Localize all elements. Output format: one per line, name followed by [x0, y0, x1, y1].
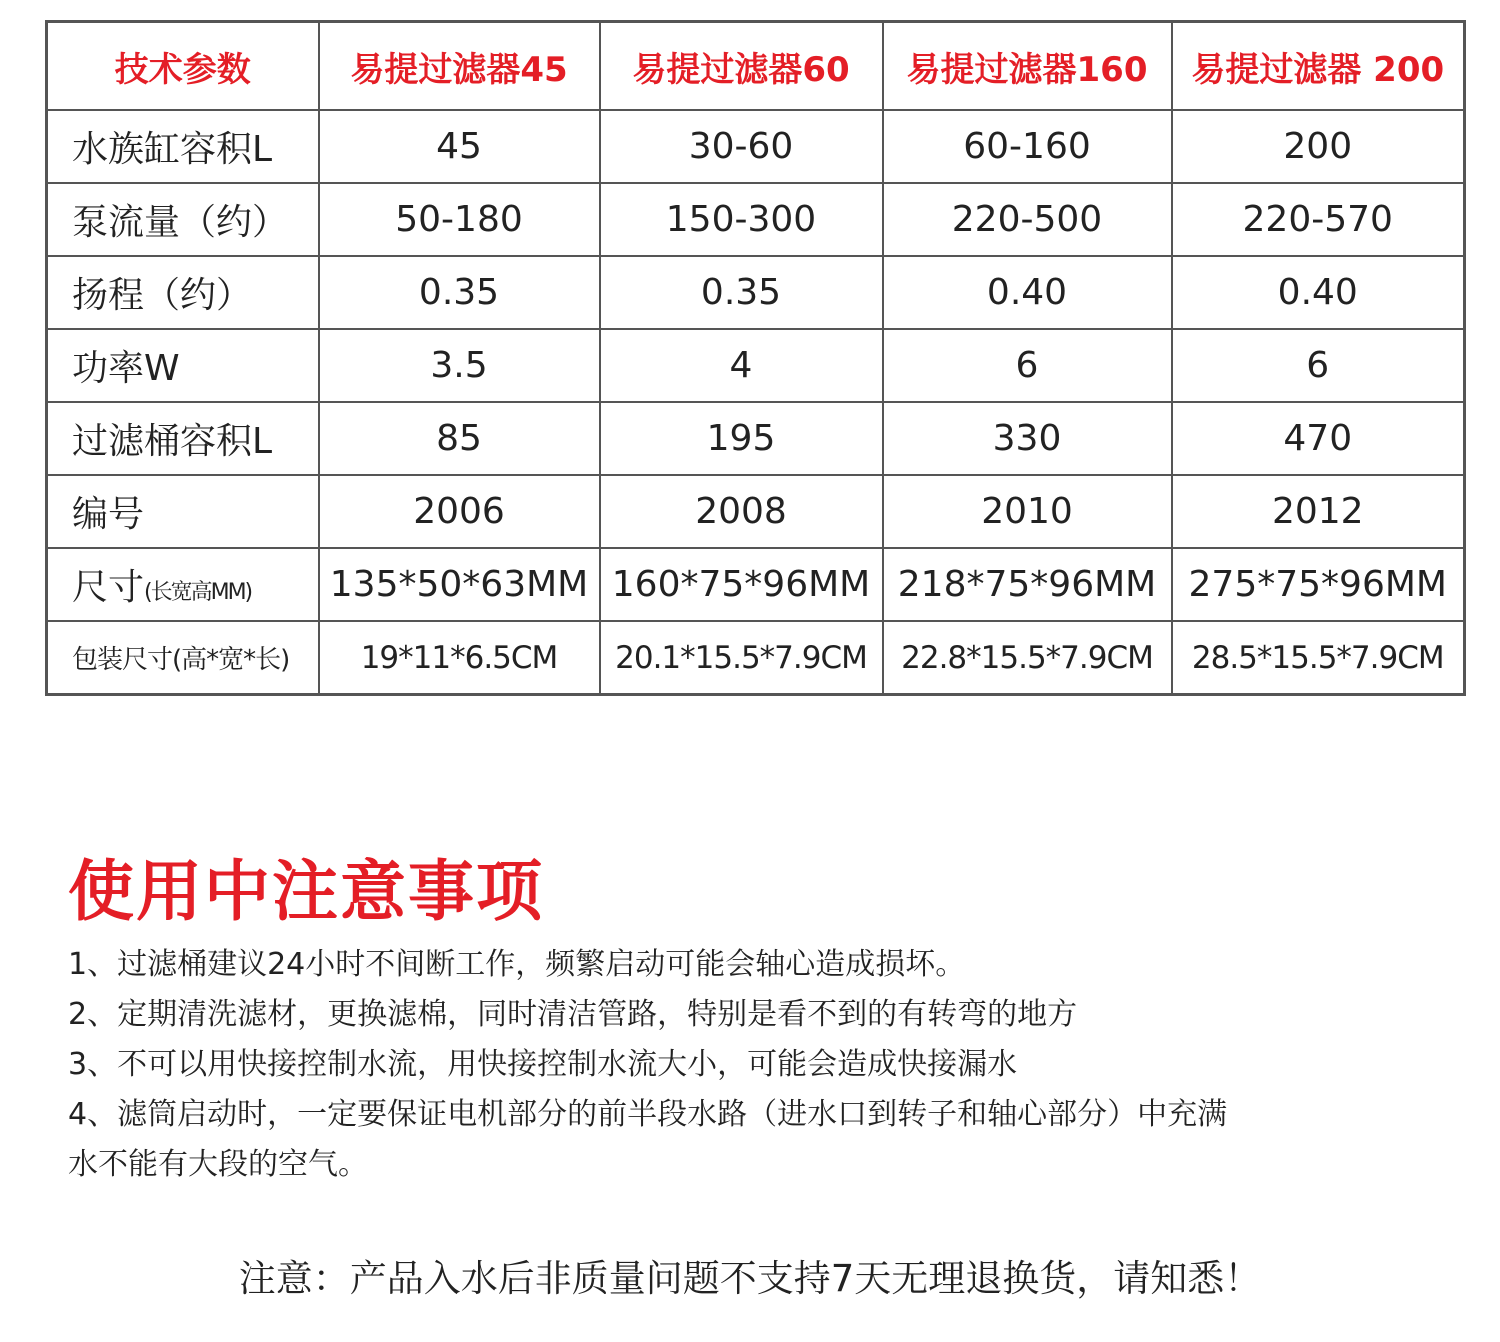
row-label-power: 功率W — [47, 329, 319, 402]
table-cell: 2010 — [883, 475, 1172, 548]
row-label-dimensions-suffix: (长宽高MM) — [144, 580, 252, 605]
table-cell: 0.35 — [600, 256, 883, 329]
notes-title: 使用中注意事项 — [68, 853, 544, 930]
header-cell-model-45: 易提过滤器45 — [319, 22, 600, 111]
table-cell: 2012 — [1172, 475, 1465, 548]
table-row — [47, 256, 1465, 329]
table-cell: 85 — [319, 402, 600, 475]
list-item: 4、滤筒启动时，一定要保证电机部分的前半段水路（进水口到转子和轴心部分）中充满水不能有大段的空气。 — [68, 1097, 1228, 1182]
row-label-package-size: 包装尺寸(高*宽*长) — [47, 621, 319, 695]
table-cell: 2006 — [319, 475, 600, 548]
table-cell: 220-570 — [1172, 183, 1465, 256]
notes-list — [68, 940, 1228, 1190]
table-row — [47, 110, 1465, 183]
header-cell-model-60: 易提过滤器60 — [600, 22, 883, 111]
table-cell: 218*75*96MM — [883, 548, 1172, 621]
row-label-dimensions — [47, 548, 319, 621]
list-item: 3、不可以用快接控制水流，用快接控制水流大小，可能会造成快接漏水 — [68, 1047, 1018, 1082]
table-cell: 0.35 — [319, 256, 600, 329]
table-cell: 470 — [1172, 402, 1465, 475]
list-item: 2、定期清洗滤材，更换滤棉，同时清洁管路，特别是看不到的有转弯的地方 — [68, 997, 1078, 1032]
table-row — [47, 329, 1465, 402]
table-cell: 2008 — [600, 475, 883, 548]
row-label-canister-volume: 过滤桶容积L — [47, 402, 319, 475]
table-cell: 195 — [600, 402, 883, 475]
table-cell: 0.40 — [883, 256, 1172, 329]
table-cell: 0.40 — [1172, 256, 1465, 329]
table-cell: 330 — [883, 402, 1172, 475]
footer-note: 注意：产品入水后非质量问题不支持7天无理退换货，请知悉！ — [238, 1257, 1262, 1300]
table-cell: 135*50*63MM — [319, 548, 600, 621]
table-cell: 160*75*96MM — [600, 548, 883, 621]
row-label-tank-volume: 水族缸容积L — [47, 110, 319, 183]
table-cell: 50-180 — [319, 183, 600, 256]
table-cell: 150-300 — [600, 183, 883, 256]
table-row — [47, 621, 1465, 695]
table-row — [47, 475, 1465, 548]
header-cell-params: 技术参数 — [47, 22, 319, 111]
table-cell: 20.1*15.5*7.9CM — [600, 621, 883, 695]
table-cell: 22.8*15.5*7.9CM — [883, 621, 1172, 695]
table-cell: 45 — [319, 110, 600, 183]
row-label-dimensions-text: 尺寸 — [72, 567, 145, 608]
table-row — [47, 548, 1465, 621]
header-cell-model-200: 易提过滤器 200 — [1172, 22, 1465, 111]
table-cell: 275*75*96MM — [1172, 548, 1465, 621]
table-cell: 200 — [1172, 110, 1465, 183]
table-cell: 220-500 — [883, 183, 1172, 256]
header-cell-model-160: 易提过滤器160 — [883, 22, 1172, 111]
table-header-row — [47, 22, 1465, 111]
table-cell: 6 — [1172, 329, 1465, 402]
spec-table — [45, 20, 1466, 696]
table-cell: 19*11*6.5CM — [319, 621, 600, 695]
row-label-model-number: 编号 — [47, 475, 319, 548]
row-label-pump-flow: 泵流量（约） — [47, 183, 319, 256]
table-cell: 28.5*15.5*7.9CM — [1172, 621, 1465, 695]
table-cell: 30-60 — [600, 110, 883, 183]
table-cell: 4 — [600, 329, 883, 402]
list-item: 1、过滤桶建议24小时不间断工作，频繁启动可能会轴心造成损坏。 — [68, 947, 966, 982]
table-cell: 3.5 — [319, 329, 600, 402]
table-row — [47, 402, 1465, 475]
table-cell: 6 — [883, 329, 1172, 402]
table-row — [47, 183, 1465, 256]
row-label-head: 扬程（约） — [47, 256, 319, 329]
table-cell: 60-160 — [883, 110, 1172, 183]
